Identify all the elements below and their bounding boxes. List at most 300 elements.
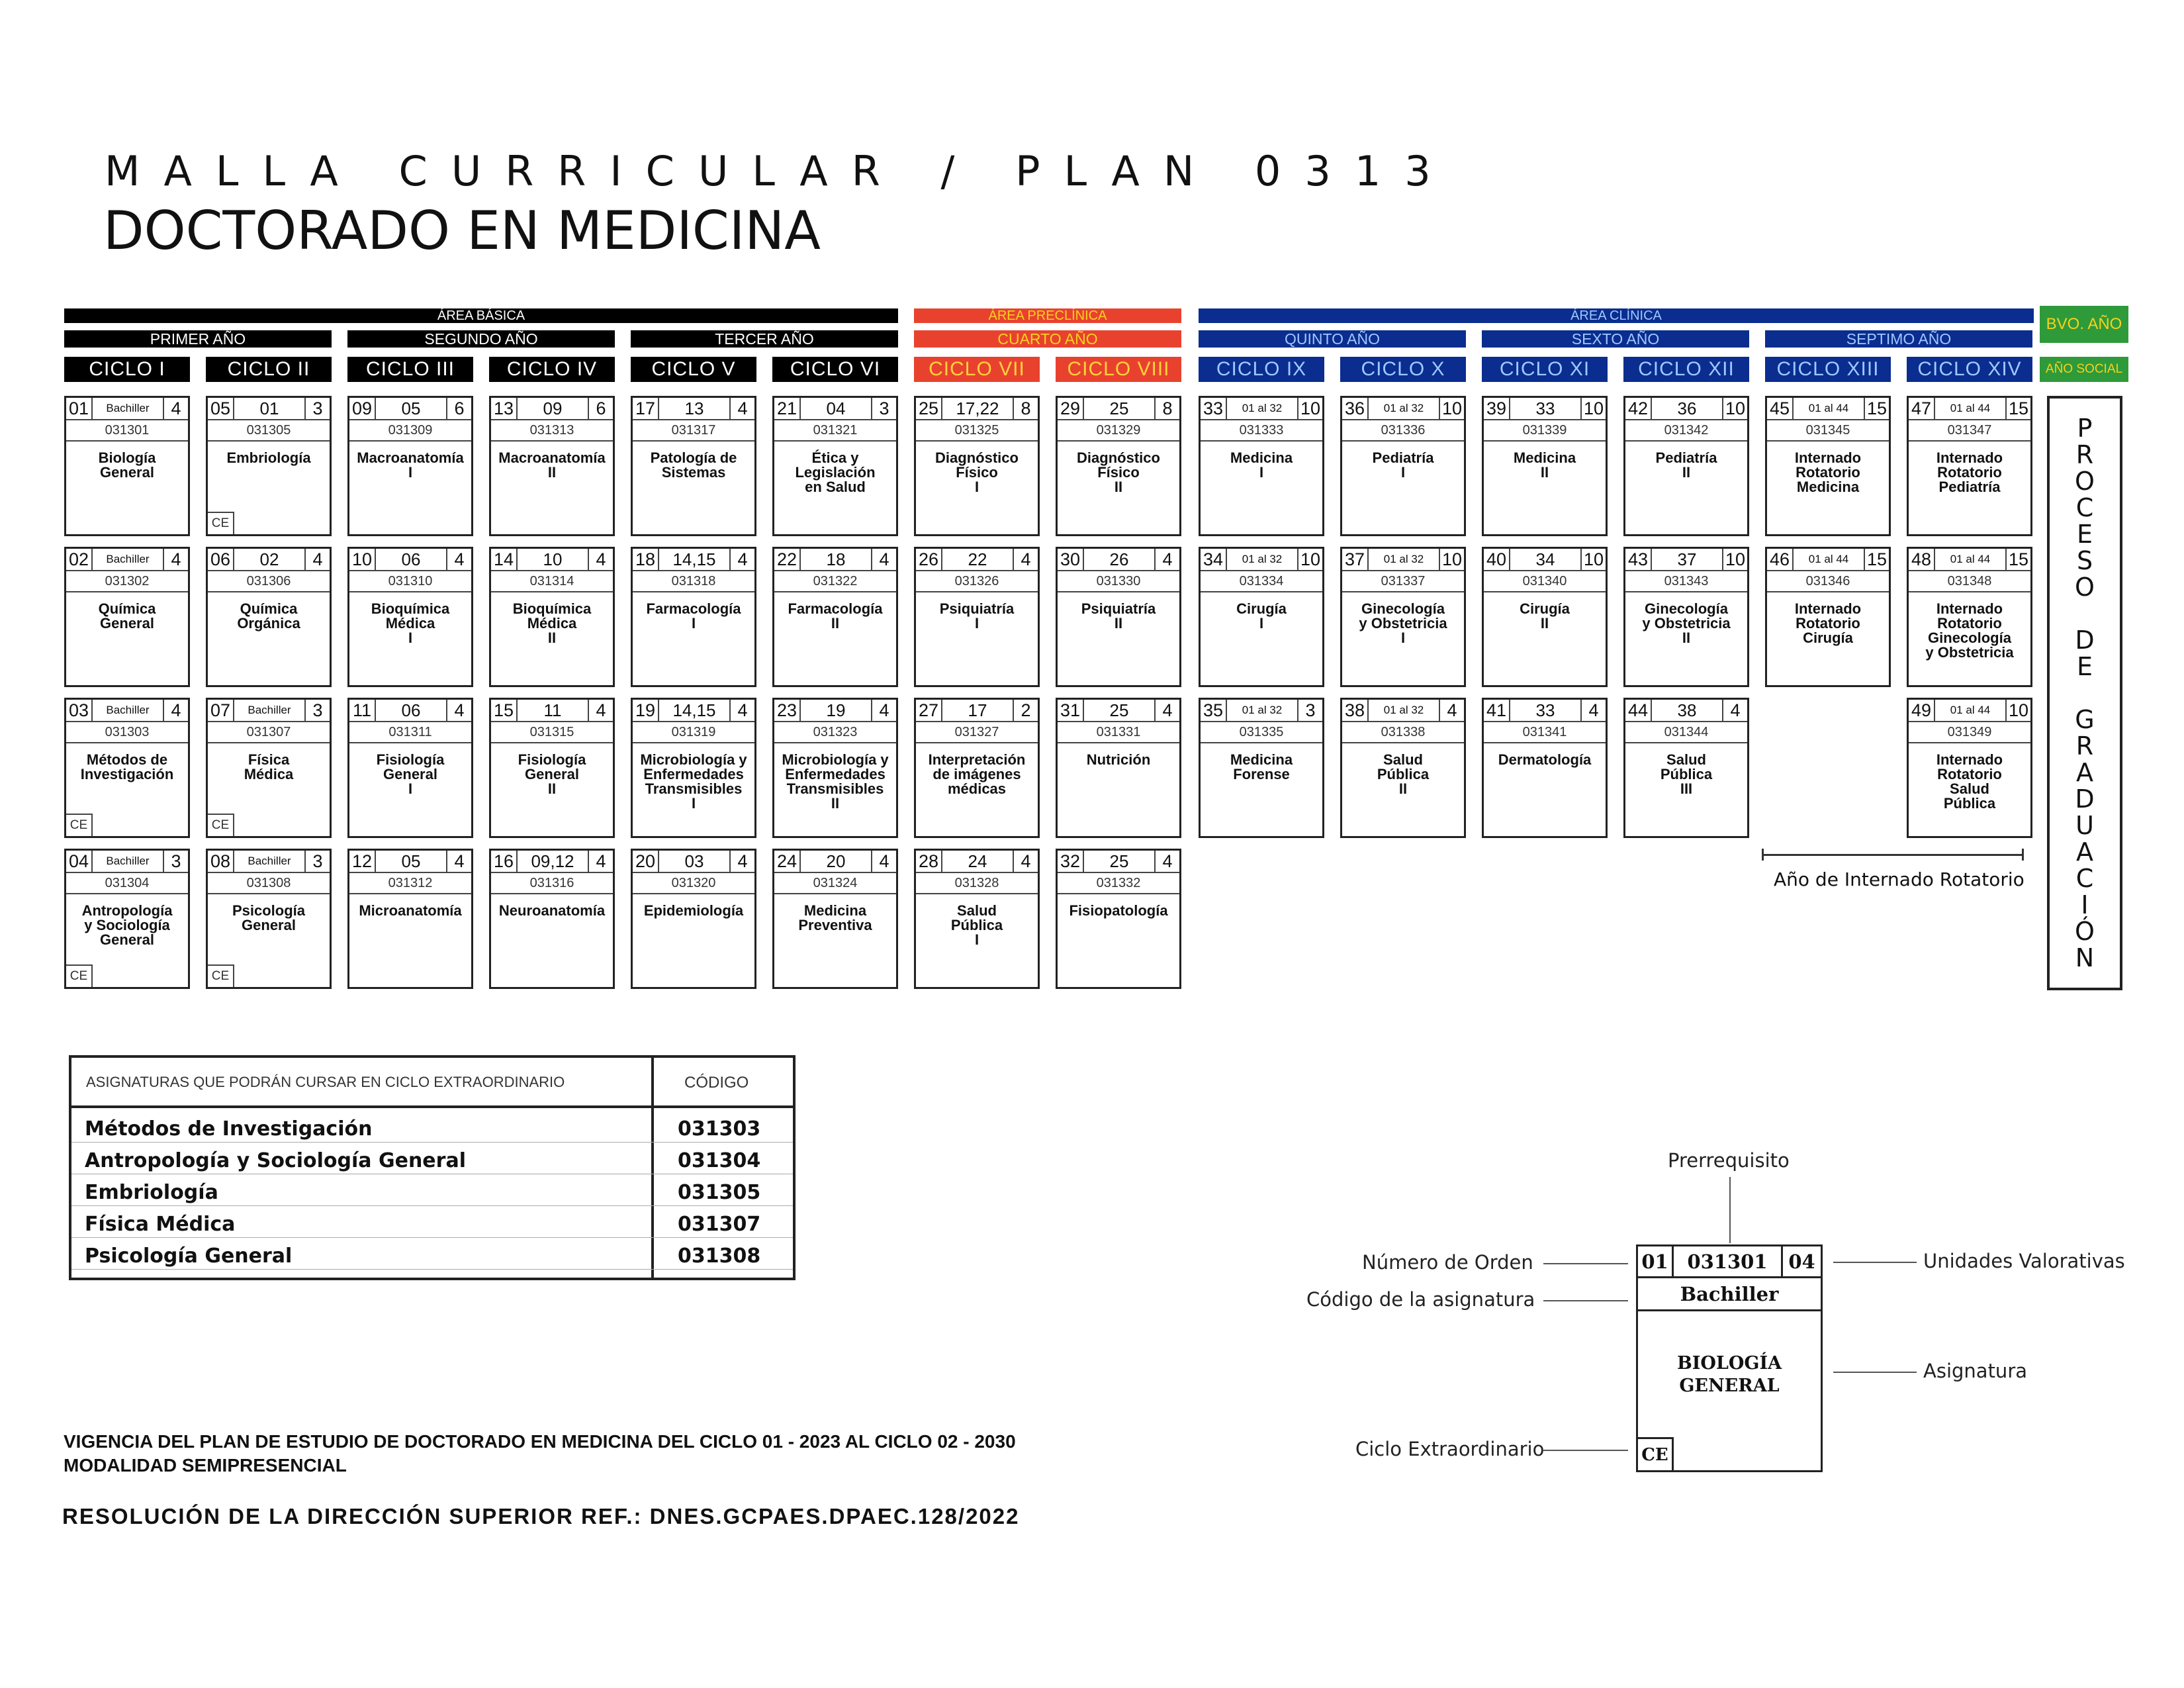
- prerequisite: 38: [1677, 700, 1697, 720]
- subject-name: Macroanatomía II: [498, 449, 606, 481]
- order-number: 29: [1058, 398, 1084, 419]
- subject-box: [1623, 547, 1749, 687]
- units-value: 4: [871, 700, 896, 721]
- prerequisite: 11: [543, 700, 562, 720]
- subject-name: Epidemiología: [643, 902, 744, 919]
- subject-name: Antropología y Sociología General: [85, 1149, 466, 1172]
- area-band-3: ÁREA CLÍNICA: [1199, 308, 2034, 323]
- order-number: 09: [349, 398, 376, 419]
- cycle-header-2: CICLO II: [206, 357, 332, 382]
- prerequisite: 17,22: [956, 398, 999, 418]
- subject-code: 031328: [916, 873, 1038, 894]
- subject-name: Bioquímica Médica II: [512, 600, 592, 646]
- order-number: 05: [208, 398, 234, 419]
- subject-code: 031334: [1201, 571, 1322, 592]
- prerequisite: 06: [401, 700, 421, 720]
- cycle-header-13: CICLO XIII: [1765, 357, 1891, 382]
- internship-bracket: [1762, 849, 2024, 861]
- order-number: 07: [208, 700, 234, 721]
- subject-code: 031347: [1909, 420, 2030, 442]
- order-number: 31: [1058, 700, 1084, 721]
- subject-box: [489, 396, 615, 536]
- subject-box: [206, 698, 332, 838]
- units-value: 4: [729, 700, 754, 721]
- subject-name: Farmacología II: [788, 600, 883, 632]
- cycle-header-9: CICLO IX: [1199, 357, 1324, 382]
- units-value: 4: [1154, 549, 1179, 570]
- subject-code: 031311: [349, 722, 471, 743]
- subject-name: Química Orgánica: [237, 600, 300, 632]
- table-row: [71, 1174, 793, 1206]
- graduation-process-box: [2047, 396, 2122, 990]
- order-number: 22: [774, 549, 801, 570]
- legend-subject: BIOLOGÍA GENERAL: [1676, 1353, 1782, 1396]
- subject-name: Nutrición: [1086, 751, 1151, 768]
- order-number: 28: [916, 851, 942, 872]
- order-number: 13: [491, 398, 518, 419]
- subject-box: [1482, 547, 1608, 687]
- prerequisite: 33: [1535, 700, 1555, 720]
- subject-box: [772, 849, 898, 989]
- subject-box: [489, 698, 615, 838]
- order-number: 44: [1625, 700, 1652, 721]
- order-number: 08: [208, 851, 234, 872]
- subject-name: Internado Rotatorio Salud Pública: [1936, 751, 2003, 812]
- order-number: 24: [774, 851, 801, 872]
- subject-code: 031322: [774, 571, 896, 592]
- graduation-letter: G: [2075, 705, 2095, 734]
- subject-name: Biología General: [98, 449, 156, 481]
- units-value: 10: [1580, 549, 1606, 570]
- subject-name: Métodos de Investigación: [85, 1117, 373, 1141]
- graduation-letter: U: [2075, 811, 2094, 840]
- program-title: DOCTORADO EN MEDICINA: [103, 200, 821, 261]
- graduation-letter: D: [2075, 784, 2095, 814]
- subject-box: [1199, 698, 1324, 838]
- subject-code: 031307: [678, 1213, 761, 1236]
- subject-box: [631, 698, 756, 838]
- area-band-2: ÁREA PRECLÍNICA: [914, 308, 1181, 323]
- prerequisite: 25: [1109, 398, 1129, 418]
- subject-box: [64, 396, 190, 536]
- subject-name: Química General: [98, 600, 156, 632]
- subject-name: Medicina Forense: [1230, 751, 1293, 782]
- prerequisite: 14,15: [672, 700, 716, 720]
- header-code: CÓDIGO: [684, 1074, 749, 1092]
- graduation-letter: S: [2076, 546, 2093, 575]
- graduation-letter: E: [2076, 652, 2093, 681]
- units-value: 4: [446, 851, 471, 872]
- subject-code: 031349: [1909, 722, 2030, 743]
- units-value: 3: [304, 398, 330, 419]
- subject-box: [1623, 698, 1749, 838]
- prerequisite: 01 al 32: [1383, 402, 1424, 414]
- subject-box: [1907, 547, 2032, 687]
- units-value: 3: [1297, 700, 1322, 721]
- subject-code: 031320: [633, 873, 754, 894]
- subject-box: [347, 698, 473, 838]
- units-value: 4: [1154, 700, 1179, 721]
- subject-box: [489, 849, 615, 989]
- graduation-letter: R: [2075, 440, 2094, 469]
- subject-box: [1056, 849, 1181, 989]
- subject-code: 031303: [66, 722, 188, 743]
- subject-box: [1056, 547, 1181, 687]
- order-number: 19: [633, 700, 659, 721]
- prerequisite: 13: [684, 398, 704, 418]
- order-number: 25: [916, 398, 942, 419]
- subject-name: Fisiología General II: [518, 751, 586, 797]
- units-value: 10: [1439, 549, 1464, 570]
- subject-box: [64, 849, 190, 989]
- order-number: 30: [1058, 549, 1084, 570]
- subject-name: Diagnóstico Físico II: [1077, 449, 1160, 495]
- subject-code: 031342: [1625, 420, 1747, 442]
- subject-code: 031314: [491, 571, 613, 592]
- units-value: 10: [2005, 700, 2030, 721]
- order-number: 18: [633, 549, 659, 570]
- subject-code: 031315: [491, 722, 613, 743]
- order-number: 41: [1484, 700, 1510, 721]
- graduation-letter: A: [2076, 837, 2093, 867]
- units-value: 10: [1297, 549, 1322, 570]
- table-row: [71, 1143, 793, 1174]
- subject-code: 031343: [1625, 571, 1747, 592]
- subject-name: Fisiología General I: [376, 751, 445, 797]
- subject-code: 031304: [66, 873, 188, 894]
- subject-code: 031340: [1484, 571, 1606, 592]
- subject-code: 031327: [916, 722, 1038, 743]
- units-value: 3: [304, 851, 330, 872]
- prerequisite: 01 al 32: [1383, 553, 1424, 565]
- extraordinary-cycle-mark: CE: [208, 512, 234, 534]
- subject-box: [631, 547, 756, 687]
- prerequisite: 17: [968, 700, 987, 720]
- prerequisite: 22: [968, 549, 987, 569]
- order-number: 49: [1909, 700, 1935, 721]
- order-number: 23: [774, 700, 801, 721]
- cycle-header-6: CICLO VI: [772, 357, 898, 382]
- prerequisite: 01 al 44: [1950, 553, 1991, 565]
- subject-box: [206, 396, 332, 536]
- graduation-letter: P: [2077, 414, 2093, 443]
- subject-name: Bioquímica Médica I: [371, 600, 450, 646]
- subject-code: 031308: [678, 1244, 761, 1268]
- cycle-header-8: CICLO VIII: [1056, 357, 1181, 382]
- table-row: [71, 1111, 793, 1143]
- prerequisite: Bachiller: [248, 855, 291, 867]
- subject-name: Física Médica: [244, 751, 294, 782]
- subject-box: [1340, 396, 1466, 536]
- subject-code: 031318: [633, 571, 754, 592]
- prerequisite: 18: [826, 549, 846, 569]
- units-value: 4: [871, 851, 896, 872]
- subject-name: Salud Pública I: [950, 902, 1003, 948]
- subject-code: 031337: [1342, 571, 1464, 592]
- subject-code: 031307: [208, 722, 330, 743]
- subject-box: [914, 849, 1040, 989]
- units-value: 4: [163, 549, 188, 570]
- prerequisite: 01 al 32: [1242, 402, 1283, 414]
- cycle-header-5: CICLO V: [631, 357, 756, 382]
- subject-code: 031335: [1201, 722, 1322, 743]
- cycle-header-7: CICLO VII: [914, 357, 1040, 382]
- units-value: 4: [163, 398, 188, 419]
- header-subjects: ASIGNATURAS QUE PODRÁN CURSAR EN CICLO EXTRAORDINARIO: [86, 1074, 565, 1090]
- subject-code: 031302: [66, 571, 188, 592]
- legend-label-code: Código de la asignatura: [1306, 1288, 1535, 1311]
- subject-box: [1340, 698, 1466, 838]
- subject-name: Internado Rotatorio Cirugía: [1794, 600, 1862, 646]
- subject-box: [64, 547, 190, 687]
- year-band-1: PRIMER AÑO: [64, 330, 332, 348]
- units-value: 15: [2005, 398, 2030, 419]
- subject-name: Pediatría II: [1655, 449, 1717, 481]
- order-number: 48: [1909, 549, 1935, 570]
- order-number: 38: [1342, 700, 1369, 721]
- subject-box: [347, 547, 473, 687]
- subject-box: [914, 698, 1040, 838]
- order-number: 16: [491, 851, 518, 872]
- subject-box: [1340, 547, 1466, 687]
- prerequisite: 25: [1109, 851, 1129, 871]
- subject-code: 031316: [491, 873, 613, 894]
- subject-box: [914, 396, 1040, 536]
- units-value: 4: [1154, 851, 1179, 872]
- prerequisite: 26: [1109, 549, 1129, 569]
- order-number: 15: [491, 700, 518, 721]
- cycle-header-10: CICLO X: [1340, 357, 1466, 382]
- units-value: 15: [2005, 549, 2030, 570]
- modality-text: MODALIDAD SEMIPRESENCIAL: [64, 1455, 347, 1476]
- subject-code: 031339: [1484, 420, 1606, 442]
- subject-box: [1482, 698, 1608, 838]
- subject-code: 031305: [678, 1181, 761, 1204]
- order-number: 01: [66, 398, 93, 419]
- cycle-header-11: CICLO XI: [1482, 357, 1608, 382]
- cycle-header-14: CICLO XIV: [1907, 357, 2032, 382]
- order-number: 37: [1342, 549, 1369, 570]
- subject-code: 031344: [1625, 722, 1747, 743]
- subject-name: Microbiología y Enfermedades Transmisibles II: [782, 751, 889, 812]
- order-number: 39: [1484, 398, 1510, 419]
- units-value: 3: [304, 700, 330, 721]
- subject-name: Microbiología y Enfermedades Transmisibles I: [640, 751, 747, 812]
- units-value: 2: [1013, 700, 1038, 721]
- subject-box: [772, 396, 898, 536]
- subject-name: Psiquiatría II: [1081, 600, 1156, 632]
- subject-name: Microanatomía: [359, 902, 462, 919]
- subject-name: Neuroanatomía: [498, 902, 606, 919]
- subject-box: [1623, 396, 1749, 536]
- area-band-4: BVO. AÑO: [2040, 306, 2128, 343]
- legend-label-ce: Ciclo Extraordinario: [1355, 1438, 1545, 1460]
- legend-label-order: Número de Orden: [1362, 1251, 1533, 1274]
- year-band-6: SEXTO AÑO: [1482, 330, 1749, 348]
- graduation-letter: O: [2075, 573, 2095, 602]
- subject-code: 031313: [491, 420, 613, 442]
- order-number: 21: [774, 398, 801, 419]
- legend-prereq: Bachiller: [1638, 1278, 1821, 1311]
- order-number: 46: [1767, 549, 1794, 570]
- subject-code: 031336: [1342, 420, 1464, 442]
- units-value: 4: [729, 398, 754, 419]
- subject-name: Ginecología y Obstetricia I: [1359, 600, 1447, 646]
- units-value: 15: [1864, 398, 1889, 419]
- internship-label: Año de Internado Rotatorio: [1774, 868, 2025, 890]
- graduation-letter: C: [2075, 493, 2094, 522]
- legend-label-uv: Unidades Valorativas: [1923, 1250, 2125, 1272]
- prerequisite: 05: [401, 398, 421, 418]
- graduation-letter: I: [2081, 890, 2089, 919]
- units-value: 4: [1722, 700, 1747, 721]
- subject-box: [489, 547, 615, 687]
- order-number: 11: [349, 700, 376, 721]
- subject-code: 031301: [66, 420, 188, 442]
- subject-name: Salud Pública II: [1377, 751, 1430, 797]
- area-band-1: ÁREA BÁSICA: [64, 308, 898, 323]
- subject-box: [206, 849, 332, 989]
- graduation-letter: R: [2075, 731, 2094, 761]
- extraordinary-cycle-table: [69, 1055, 796, 1280]
- subject-name: Internado Rotatorio Pediatría: [1936, 449, 2003, 495]
- prerequisite: 02: [259, 549, 279, 569]
- units-value: 4: [1013, 549, 1038, 570]
- subject-code: 031306: [208, 571, 330, 592]
- subject-name: Medicina II: [1513, 449, 1576, 481]
- units-value: 10: [1297, 398, 1322, 419]
- subject-code: 031331: [1058, 722, 1179, 743]
- subject-box: [914, 547, 1040, 687]
- year-band-7: SEPTIMO AÑO: [1765, 330, 2032, 348]
- order-number: 43: [1625, 549, 1652, 570]
- units-value: 3: [871, 398, 896, 419]
- prerequisite: 10: [543, 549, 563, 569]
- graduation-letter: C: [2075, 864, 2094, 893]
- validity-text: VIGENCIA DEL PLAN DE ESTUDIO DE DOCTORADO EN MEDICINA DEL CICLO 01 - 2023 AL CICLO 02 - 2030: [64, 1431, 1016, 1452]
- subject-code: 031333: [1201, 420, 1322, 442]
- graduation-letter: E: [2076, 520, 2093, 549]
- legend-ce: CE: [1638, 1437, 1674, 1470]
- legend-label-subject: Asignatura: [1923, 1360, 2028, 1382]
- units-value: 3: [163, 851, 188, 872]
- subject-box: [206, 547, 332, 687]
- subject-box: [1765, 396, 1891, 536]
- legend-code: 031301: [1687, 1250, 1768, 1273]
- graduation-letter: N: [2075, 943, 2095, 972]
- order-number: 35: [1201, 700, 1227, 721]
- graduation-letter: Ó: [2075, 917, 2095, 946]
- prerequisite: Bachiller: [106, 553, 150, 565]
- order-number: 26: [916, 549, 942, 570]
- prerequisite: 01 al 44: [1808, 553, 1849, 565]
- table-row: [71, 1206, 793, 1238]
- subject-name: Ginecología y Obstetricia II: [1642, 600, 1731, 646]
- order-number: 17: [633, 398, 659, 419]
- subject-code: 031312: [349, 873, 471, 894]
- subject-name: Antropología y Sociología General: [81, 902, 173, 948]
- units-value: 10: [1722, 549, 1747, 570]
- subject-box: [1907, 396, 2032, 536]
- subject-name: Diagnóstico Físico I: [935, 449, 1019, 495]
- subject-code: 031329: [1058, 420, 1179, 442]
- prerequisite: 19: [826, 700, 846, 720]
- order-number: 36: [1342, 398, 1369, 419]
- subject-code: 031338: [1342, 722, 1464, 743]
- subject-code: 031341: [1484, 722, 1606, 743]
- prerequisite: Bachiller: [106, 402, 150, 414]
- subject-code: 031332: [1058, 873, 1179, 894]
- extraordinary-cycle-mark: CE: [66, 964, 93, 987]
- prerequisite: 01 al 44: [1950, 704, 1991, 716]
- prerequisite: 06: [401, 549, 421, 569]
- units-value: 8: [1013, 398, 1038, 419]
- units-value: 4: [1439, 700, 1464, 721]
- subject-name: Fisiopatología: [1069, 902, 1168, 919]
- cycle-header-12: CICLO XII: [1623, 357, 1749, 382]
- order-number: 47: [1909, 398, 1935, 419]
- subject-code: 031321: [774, 420, 896, 442]
- units-value: 4: [304, 549, 330, 570]
- order-number: 20: [633, 851, 659, 872]
- subject-name: Métodos de Investigación: [80, 751, 174, 782]
- subject-name: Cirugía II: [1520, 600, 1570, 632]
- order-number: 04: [66, 851, 93, 872]
- subject-code: 031346: [1767, 571, 1889, 592]
- subject-code: 031310: [349, 571, 471, 592]
- units-value: 10: [1722, 398, 1747, 419]
- prerequisite: 01 al 44: [1808, 402, 1849, 414]
- social-year-band: AÑO SOCIAL: [2040, 357, 2128, 382]
- order-number: 32: [1058, 851, 1084, 872]
- units-value: 6: [588, 398, 613, 419]
- year-band-2: SEGUNDO AÑO: [347, 330, 615, 348]
- legend-label-prereq: Prerrequisito: [1668, 1149, 1790, 1172]
- subject-code: 031326: [916, 571, 1038, 592]
- units-value: 10: [1439, 398, 1464, 419]
- units-value: 4: [1580, 700, 1606, 721]
- extraordinary-cycle-mark: CE: [208, 814, 234, 836]
- prerequisite: 01 al 32: [1242, 553, 1283, 565]
- subject-name: Macroanatomía I: [357, 449, 464, 481]
- subject-name: Medicina Preventiva: [798, 902, 872, 933]
- order-number: 12: [349, 851, 376, 872]
- subject-box: [64, 698, 190, 838]
- subject-box: [347, 849, 473, 989]
- subject-box: [1765, 547, 1891, 687]
- subject-code: 031304: [678, 1149, 761, 1172]
- units-value: 4: [1013, 851, 1038, 872]
- cycle-header-4: CICLO IV: [489, 357, 615, 382]
- legend-example-box: [1636, 1244, 1823, 1472]
- prerequisite: 01: [259, 398, 279, 418]
- prerequisite: Bachiller: [106, 855, 150, 867]
- subject-box: [1199, 547, 1324, 687]
- order-number: 27: [916, 700, 942, 721]
- subject-box: [1907, 698, 2032, 838]
- prerequisite: Bachiller: [248, 704, 291, 716]
- subject-box: [1056, 396, 1181, 536]
- units-value: 4: [163, 700, 188, 721]
- prerequisite: 03: [684, 851, 704, 871]
- prerequisite: 09: [543, 398, 563, 418]
- subject-box: [1199, 396, 1324, 536]
- subject-code: 031325: [916, 420, 1038, 442]
- legend-uv: 04: [1781, 1246, 1821, 1276]
- prerequisite: 25: [1109, 700, 1129, 720]
- subject-code: 031345: [1767, 420, 1889, 442]
- extraordinary-cycle-mark: CE: [208, 964, 234, 987]
